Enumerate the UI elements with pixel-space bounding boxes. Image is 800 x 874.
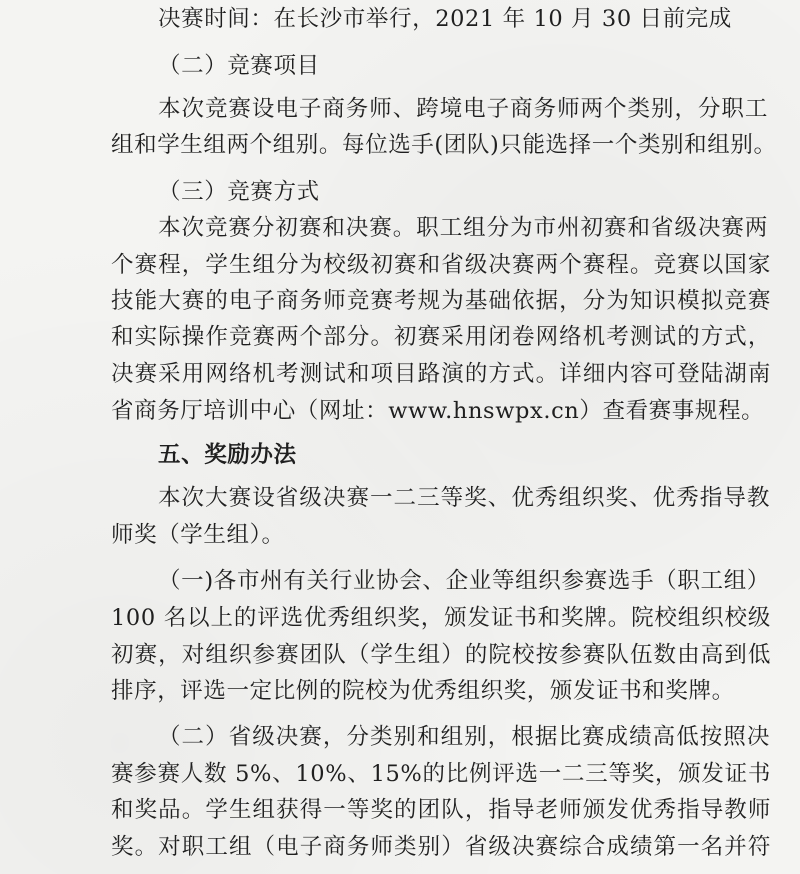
paragraph-line: 赛参赛人数 5%、10%、15%的比例评选一二三等奖，颁发证书 bbox=[111, 761, 771, 787]
section-heading-competition-items: （二）竞赛项目 bbox=[158, 53, 320, 79]
paragraph-line: 本次竞赛设电子商务师、跨境电子商务师两个类别，分职工 bbox=[158, 96, 768, 122]
paragraph-line: 省商务厅培训中心（网址：www.hnswpx.cn）查看赛事规程。 bbox=[111, 398, 765, 424]
paragraph-line: 和实际操作竞赛两个部分。初赛采用闭卷网络机考测试的方式， bbox=[111, 324, 771, 350]
paragraph-line: 奖。对职工组（电子商务师类别）省级决赛综合成绩第一名并符 bbox=[111, 834, 771, 860]
paragraph-line: 和奖品。学生组获得一等奖的团队，指导老师颁发优秀指导教师 bbox=[111, 797, 771, 823]
section-heading-competition-method: （三）竞赛方式 bbox=[158, 179, 320, 205]
competition-final-time: 决赛时间：在长沙市举行，2021 年 10 月 30 日前完成 bbox=[158, 6, 732, 32]
paragraph-line: 本次大赛设省级决赛一二三等奖、优秀组织奖、优秀指导教 bbox=[158, 485, 770, 511]
paragraph-line: （二）省级决赛，分类别和组别，根据比赛成绩高低按照决 bbox=[158, 724, 770, 750]
paragraph-line: 组和学生组两个组别。每位选手(团队)只能选择一个类别和组别。 bbox=[111, 132, 777, 158]
paragraph-line: 本次竞赛分初赛和决赛。职工组分为市州初赛和省级决赛两 bbox=[158, 215, 768, 241]
paragraph-line: 排序，评选一定比例的院校为优秀组织奖，颁发证书和奖牌。 bbox=[111, 678, 735, 704]
paragraph-line: 师奖（学生组）。 bbox=[111, 522, 285, 548]
section-heading-rewards: 五、奖励办法 bbox=[158, 442, 297, 468]
paragraph-line: 技能大赛的电子商务师竞赛考规为基础依据，分为知识模拟竞赛 bbox=[111, 288, 771, 314]
paragraph-line: 个赛程，学生组分为校级初赛和省级决赛两个赛程。竞赛以国家 bbox=[111, 252, 771, 278]
paragraph-line: 100 名以上的评选优秀组织奖，颁发证书和奖牌。院校组织校级 bbox=[111, 605, 771, 631]
paragraph-line: （一)各市州有关行业协会、企业等组织参赛选手（职工组） bbox=[158, 568, 770, 594]
paragraph-line: 决赛采用网络机考测试和项目路演的方式。详细内容可登陆湖南 bbox=[111, 361, 771, 387]
paragraph-line: 初赛，对组织参赛团队（学生组）的院校按参赛队伍数由高到低 bbox=[111, 642, 771, 668]
